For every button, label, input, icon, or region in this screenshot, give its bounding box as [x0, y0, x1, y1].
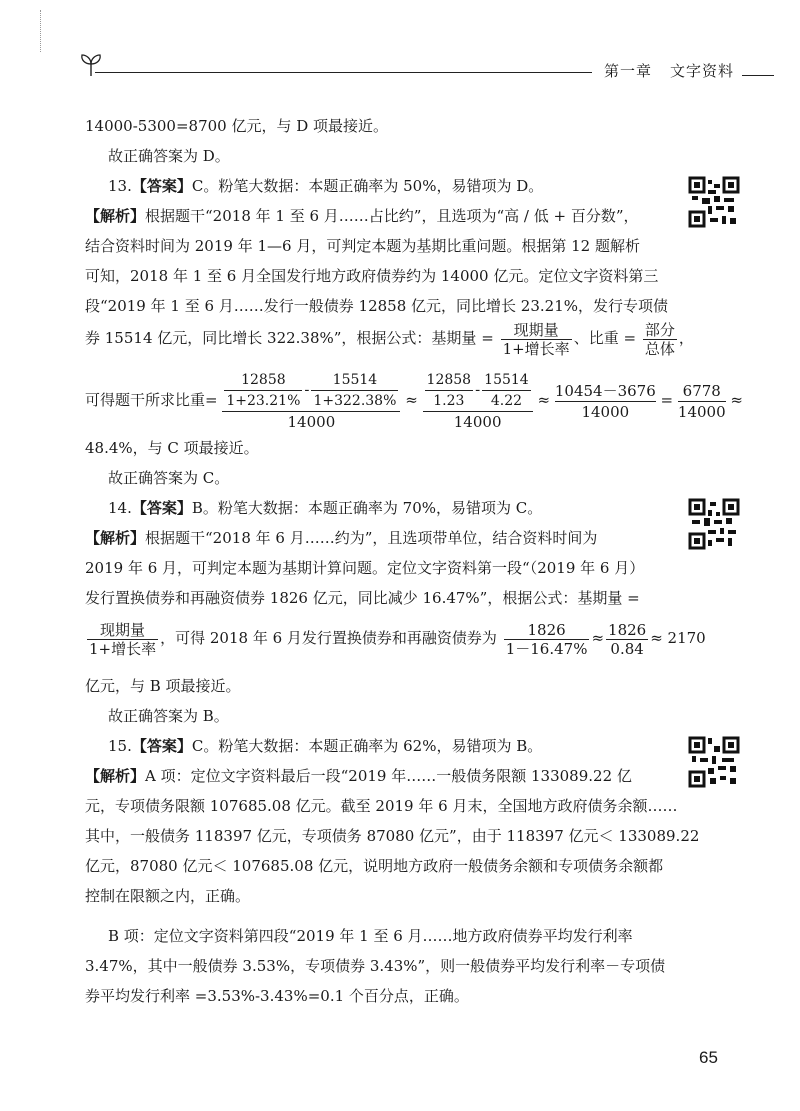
q14-answer-text: B。粉笔大数据：本题正确率为 70%，易错项为 C。 [191, 499, 543, 517]
text-line: 发行置换债券和再融资债券 1826 亿元，同比减少 16.47%”，根据公式：基期量 = [85, 589, 640, 607]
margin-dots [40, 10, 41, 52]
numerator: 12858 [224, 370, 302, 391]
text-line: 结合资料时间为 2019 年 1—6 月，可判定本题为基期比重问题。根据第 12 题解析 [85, 237, 640, 255]
text-line: 2019 年 6 月，可判定本题为基期计算问题。定位文字资料第一段“（2019 年 6 月） [85, 559, 645, 577]
running-header [604, 60, 734, 81]
text-span: ≈ 2170 [650, 629, 706, 647]
text-span: 、比重 = [573, 329, 637, 347]
numerator: 1826 [504, 621, 590, 640]
fraction [678, 381, 726, 422]
denominator: 14000 [453, 413, 502, 431]
qr-code-icon[interactable] [688, 498, 740, 550]
approx: ≈ [537, 391, 551, 409]
denominator: 4.22 [490, 393, 523, 409]
denominator: 14000 [287, 413, 336, 431]
q13-formula-line [85, 318, 694, 358]
fraction [482, 370, 531, 411]
numerator [222, 370, 400, 412]
numerator: 现期量 [87, 621, 158, 640]
answer-line: 故正确答案为 B。 [108, 707, 229, 725]
q14-analysis-text: 根据题干“2018 年 6 月……约为”，且选项带单位，结合资料时间为 [145, 529, 598, 547]
approx: ≈ [405, 391, 418, 409]
fraction [555, 381, 656, 422]
numerator: 部分 [644, 320, 675, 339]
answer-line: 故正确答案为 D。 [108, 147, 230, 165]
text-line: 元，专项债务限额 107685.08 亿元。截至 2019 年 6 月末，全国地方政府债务余额…… [85, 797, 678, 815]
denominator: 14000 [581, 402, 630, 421]
q15-number: 15. [108, 737, 132, 755]
denominator: 1+322.38% [313, 393, 397, 409]
q15-analysis-text: A 项：定位文字资料最后一段“2019 年……一般债务限额 133089.22 亿 [145, 767, 632, 785]
text-span: ，可得 2018 年 6 月发行置换债券和再融资债券为 [160, 629, 497, 647]
fraction [501, 321, 572, 358]
text-line: 其中，一般债务 118397 亿元，专项债务 87080 亿元”，由于 118397 亿元＜ 133089.22 [85, 827, 700, 845]
denominator: 0.84 [610, 639, 644, 658]
chapter-label: 第一章 [604, 62, 653, 80]
text-line: B 项：定位文字资料第四段“2019 年 1 至 6 月……地方政府债券平均发行利率 [108, 927, 633, 945]
q14-analysis-tag: 【解析】 [85, 529, 146, 547]
q14-answer-tag: 【答案】 [131, 499, 192, 517]
denominator: 1+23.21% [226, 393, 301, 409]
text-span: ， [678, 329, 694, 347]
fraction [425, 370, 474, 411]
numerator: 15514 [482, 370, 531, 391]
numerator: 15514 [311, 370, 398, 391]
q13-formula [85, 370, 743, 432]
denominator: 1+增长率 [502, 339, 570, 358]
q13-analysis-text: 根据题干“2018 年 1 至 6 月……占比约”，且选项为“高 / 低 + 百分数”， [145, 207, 639, 225]
q15-answer-line [108, 736, 542, 756]
section-label: 文字资料 [670, 62, 735, 80]
q13-answer-text: C。粉笔大数据：本题正确率为 50%，易错项为 D。 [191, 177, 544, 195]
text-line: 3.47%，其中一般债券 3.53%，专项债券 3.43%”，则一般债券平均发行利率－专项债 [85, 957, 666, 975]
q14-analysis-line [85, 528, 597, 548]
fraction [643, 321, 677, 358]
approx: ≈ [730, 391, 743, 409]
fraction [423, 370, 533, 432]
q13-answer-line [108, 176, 543, 196]
numerator: 10454－3676 [554, 381, 656, 400]
text-line: 段“2019 年 1 至 6 月……发行一般债券 12858 亿元，同比增长 23.21%，发行专项债 [85, 297, 668, 315]
numerator: 现期量 [501, 321, 572, 340]
header-rule [95, 72, 592, 73]
q15-answer-tag: 【答案】 [131, 737, 192, 755]
text-line: 控制在限额之内，正确。 [85, 887, 251, 905]
formula-lead: 可得题干所求比重= [85, 391, 218, 409]
text-line: 可知，2018 年 1 至 6 月全国发行地方政府债券约为 14000 亿元。定位文字资料第三 [85, 267, 659, 285]
numerator: 12858 [425, 370, 474, 391]
q14-formula-line [85, 618, 706, 658]
denominator: 1－16.47% [505, 639, 588, 658]
denominator: 14000 [677, 402, 726, 421]
answer-line: 故正确答案为 C。 [108, 469, 230, 487]
q15-answer-text: C。粉笔大数据：本题正确率为 62%，易错项为 B。 [191, 737, 543, 755]
fraction [606, 621, 648, 658]
q14-number: 14. [108, 499, 132, 517]
numerator: 1826 [608, 620, 647, 639]
q13-number: 13. [108, 177, 132, 195]
approx: ≈ [591, 629, 605, 647]
q15-analysis-line [85, 766, 632, 786]
fraction [224, 370, 302, 411]
text-line: 48.4%，与 C 项最接近。 [85, 439, 259, 457]
denominator: 总体 [644, 339, 675, 358]
numerator [423, 370, 533, 412]
q14-answer-line [108, 498, 542, 518]
fraction [311, 370, 398, 411]
denominator: 1.23 [433, 393, 465, 409]
page-number: 65 [699, 1048, 718, 1067]
q13-answer-tag: 【答案】 [131, 177, 192, 195]
text-line: 亿元，87080 亿元＜ 107685.08 亿元，说明地方政府一般债务余额和专项债务余额都 [85, 857, 664, 875]
text-line: 14000-5300=8700 亿元，与 D 项最接近。 [85, 117, 389, 135]
q15-analysis-tag: 【解析】 [85, 767, 146, 785]
leaf-logo-icon [78, 52, 104, 78]
fraction [87, 621, 158, 658]
q13-analysis-line [85, 206, 639, 226]
denominator: 1+增长率 [89, 639, 157, 658]
fraction [504, 621, 590, 658]
q13-analysis-tag: 【解析】 [85, 207, 146, 225]
text-span: 券 15514 亿元，同比增长 322.38%”，根据公式：基期量 = [85, 329, 494, 347]
qr-code-icon[interactable] [688, 736, 740, 788]
text-line: 券平均发行利率 =3.53%-3.43%=0.1 个百分点，正确。 [85, 987, 469, 1005]
text-line: 亿元，与 B 项最接近。 [85, 677, 241, 695]
header-rule-tail [742, 75, 774, 76]
equals: = [660, 391, 674, 409]
fraction [222, 370, 400, 432]
minus: - [304, 380, 310, 399]
minus: - [475, 380, 481, 399]
numerator: 6778 [678, 381, 726, 402]
qr-code-icon[interactable] [688, 176, 740, 228]
